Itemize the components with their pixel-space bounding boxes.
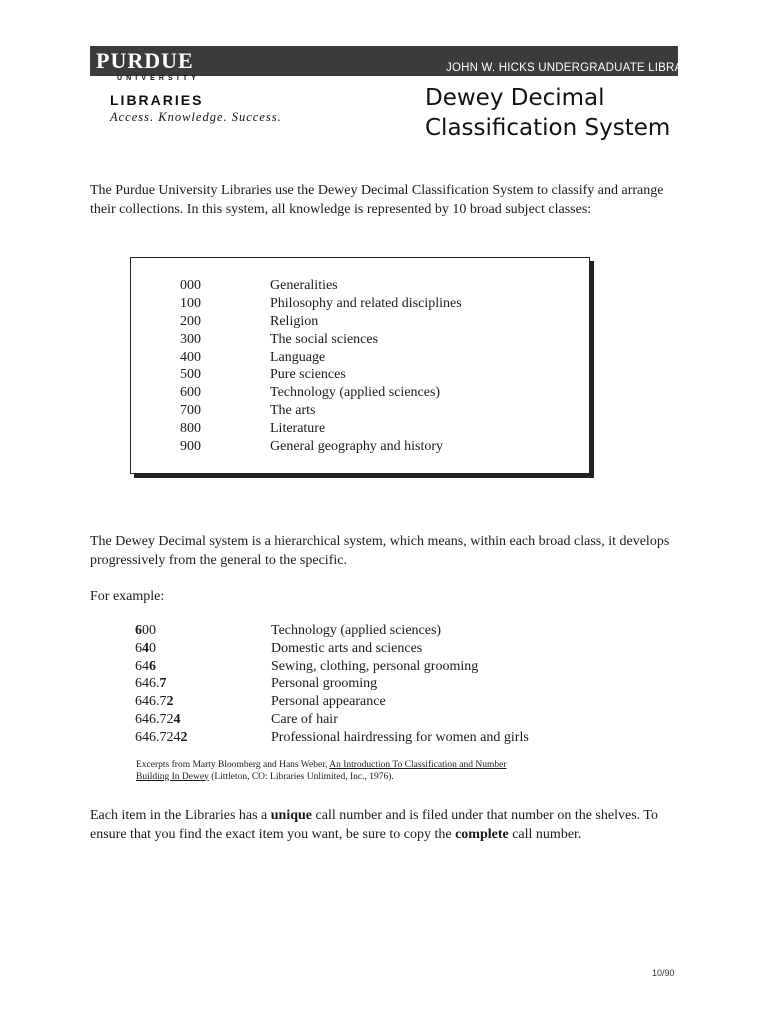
excerpt-citation: Excerpts from Marty Bloomberg and Hans Weber, An Introduction To Classification and Number Building In Dewey (Littleton, CO: Libraries Unlimited, Inc., 1976). [136,760,507,782]
example-code: 600 [135,623,156,638]
classes-table [180,277,462,456]
example-code: 646.7242 [135,729,188,745]
example-subject: Personal appearance [271,694,386,710]
example-subject: Sewing, clothing, personal grooming [271,658,479,674]
example-code: 646.72 [135,694,174,710]
class-row [180,366,462,384]
example-code: 646 [135,658,156,674]
example-label: For example: [90,589,165,604]
class-subject: Pure sciences [270,367,346,383]
class-row [180,384,462,402]
example-subject: Domestic arts and sciences [271,640,423,656]
example-subject: Professional hairdressing for women and girls [271,729,529,745]
title-line-1: Dewey Decimal [425,85,605,111]
class-subject: Generalities [270,278,338,293]
examples-table [135,622,529,747]
class-code: 100 [180,295,201,311]
class-code: 400 [180,349,201,365]
class-subject: Language [270,349,326,365]
page-number: 10/90 [652,968,675,978]
example-row [135,711,529,729]
class-subject: Technology (applied sciences) [270,385,441,401]
class-code: 600 [180,385,201,401]
example-row [135,640,529,658]
example-subject: Care of hair [271,711,338,727]
example-subject: Personal grooming [271,676,378,692]
class-code: 300 [180,331,201,347]
example-code: 640 [135,640,156,656]
class-row [180,277,462,295]
class-row [180,420,462,438]
purdue-logo-subtitle: UNIVERSITY [117,75,201,82]
example-code: 646.7 [135,676,167,692]
libraries-label: LIBRARIES [110,92,204,108]
class-code: 200 [180,313,201,329]
example-subject: Technology (applied sciences) [271,623,442,638]
class-subject: The arts [270,403,316,419]
library-name: JOHN W. HICKS UNDERGRADUATE LIBRARY [446,62,699,74]
class-row [180,402,462,420]
example-row [135,693,529,711]
class-row [180,349,462,367]
class-code: 000 [180,278,201,293]
class-row [180,438,462,456]
example-row [135,729,529,747]
class-code: 500 [180,367,201,383]
example-row [135,675,529,693]
title-line-2: Classification System [425,115,671,141]
class-subject: General geography and history [270,439,443,455]
tagline: Access. Knowledge. Success. [110,110,282,124]
class-row [180,331,462,349]
closing-paragraph: Each item in the Libraries has a unique call number and is filed under that number on the shelves. To ensure that you find the exact item you want, be sure to copy the complete call number. [90,808,658,842]
purdue-logo: PURDUE [96,48,194,73]
class-code: 900 [180,439,201,455]
example-code: 646.724 [135,711,181,727]
example-row [135,658,529,676]
classes-box [130,257,590,474]
document-title [425,83,695,143]
class-row [180,295,462,313]
class-subject: The social sciences [270,331,379,347]
class-subject: Literature [270,421,326,437]
class-row [180,313,462,331]
hierarchy-paragraph: The Dewey Decimal system is a hierarchical system, which means, within each broad class, it develops progressively from the general to the specific. [90,534,670,568]
intro-paragraph: The Purdue University Libraries use the Dewey Decimal Classification System to classify and arrange their collections. In this system, all knowledge is represented by 10 broad subject classes: [90,183,664,217]
example-row [135,622,529,640]
class-code: 700 [180,403,201,419]
class-subject: Religion [270,313,319,329]
class-code: 800 [180,421,201,437]
class-subject: Philosophy and related disciplines [270,295,462,311]
